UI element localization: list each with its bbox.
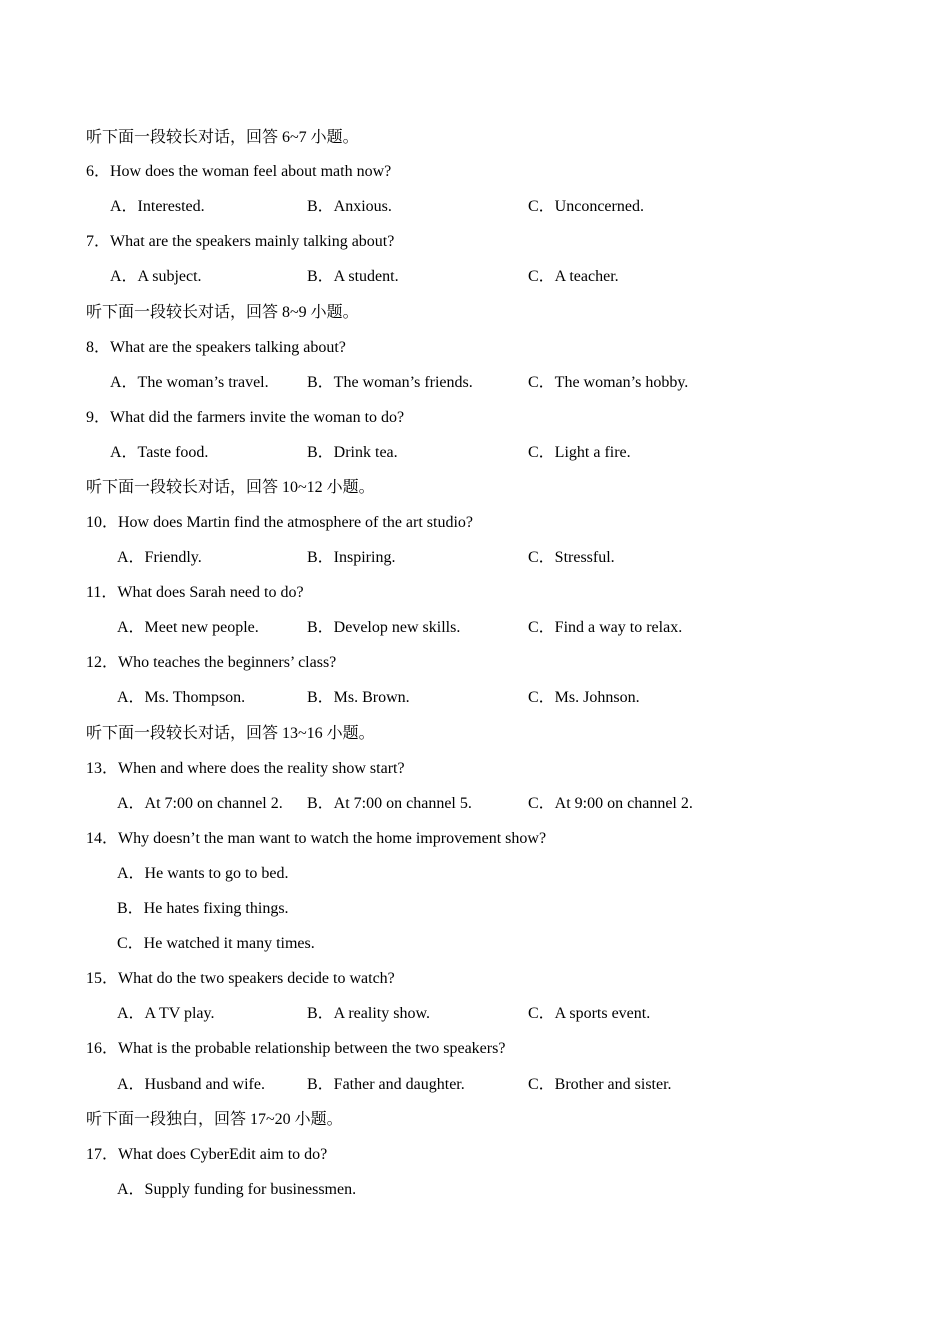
option-9a: A．Taste food. <box>110 444 209 461</box>
section-heading: 听下面一段较长对话，回答 13~16 小题。 <box>86 725 375 742</box>
option-11b: B．Develop new skills. <box>307 619 461 636</box>
option-10c: C．Stressful. <box>528 549 615 566</box>
option-13c: C．At 9:00 on channel 2. <box>528 795 693 812</box>
option-7a: A．A subject. <box>110 268 202 285</box>
option-16b: B．Father and daughter. <box>307 1076 465 1093</box>
option-7c: C．A teacher. <box>528 268 619 285</box>
section-heading: 听下面一段较长对话，回答 8~9 小题。 <box>86 304 359 321</box>
option-17a: A．Supply funding for businessmen. <box>117 1181 357 1198</box>
question-12: 12．Who teaches the beginners’ class? <box>86 654 337 671</box>
question-11: 11．What does Sarah need to do? <box>86 584 304 601</box>
option-10a: A．Friendly. <box>117 549 202 566</box>
option-8b: B．The woman’s friends. <box>307 374 473 391</box>
option-7b: B．A student. <box>307 268 399 285</box>
question-15: 15．What do the two speakers decide to watch? <box>86 970 395 987</box>
option-11c: C．Find a way to relax. <box>528 619 683 636</box>
option-12a: A．Ms. Thompson. <box>117 689 246 706</box>
option-9b: B．Drink tea. <box>307 444 398 461</box>
option-9c: C．Light a fire. <box>528 444 631 461</box>
question-8: 8．What are the speakers talking about? <box>86 339 346 356</box>
section-heading: 听下面一段较长对话，回答 6~7 小题。 <box>86 129 359 146</box>
option-6a: A．Interested. <box>110 198 205 215</box>
section-heading: 听下面一段较长对话，回答 10~12 小题。 <box>86 479 375 496</box>
option-13a: A．At 7:00 on channel 2. <box>117 795 283 812</box>
question-6: 6．How does the woman feel about math now? <box>86 163 392 180</box>
question-9: 9．What did the farmers invite the woman to do? <box>86 409 405 426</box>
option-14a: A．He wants to go to bed. <box>117 865 289 882</box>
option-10b: B．Inspiring. <box>307 549 396 566</box>
option-8a: A．The woman’s travel. <box>110 374 269 391</box>
option-14c: C．He watched it many times. <box>117 935 315 952</box>
option-6b: B．Anxious. <box>307 198 392 215</box>
option-8c: C．The woman’s hobby. <box>528 374 689 391</box>
option-15b: B．A reality show. <box>307 1005 430 1022</box>
option-14b: B．He hates fixing things. <box>117 900 289 917</box>
option-12b: B．Ms. Brown. <box>307 689 410 706</box>
question-16: 16．What is the probable relationship between the two speakers? <box>86 1040 506 1057</box>
question-14: 14．Why doesn’t the man want to watch the home improvement show? <box>86 830 547 847</box>
option-15a: A．A TV play. <box>117 1005 215 1022</box>
option-11a: A．Meet new people. <box>117 619 259 636</box>
option-13b: B．At 7:00 on channel 5. <box>307 795 472 812</box>
question-10: 10．How does Martin find the atmosphere of the art studio? <box>86 514 474 531</box>
option-16c: C．Brother and sister. <box>528 1076 672 1093</box>
option-12c: C．Ms. Johnson. <box>528 689 640 706</box>
question-7: 7．What are the speakers mainly talking about? <box>86 233 395 250</box>
option-16a: A．Husband and wife. <box>117 1076 265 1093</box>
option-15c: C．A sports event. <box>528 1005 651 1022</box>
option-6c: C．Unconcerned. <box>528 198 644 215</box>
section-heading: 听下面一段独白，回答 17~20 小题。 <box>86 1111 343 1128</box>
question-17: 17．What does CyberEdit aim to do? <box>86 1146 328 1163</box>
question-13: 13．When and where does the reality show start? <box>86 760 405 777</box>
